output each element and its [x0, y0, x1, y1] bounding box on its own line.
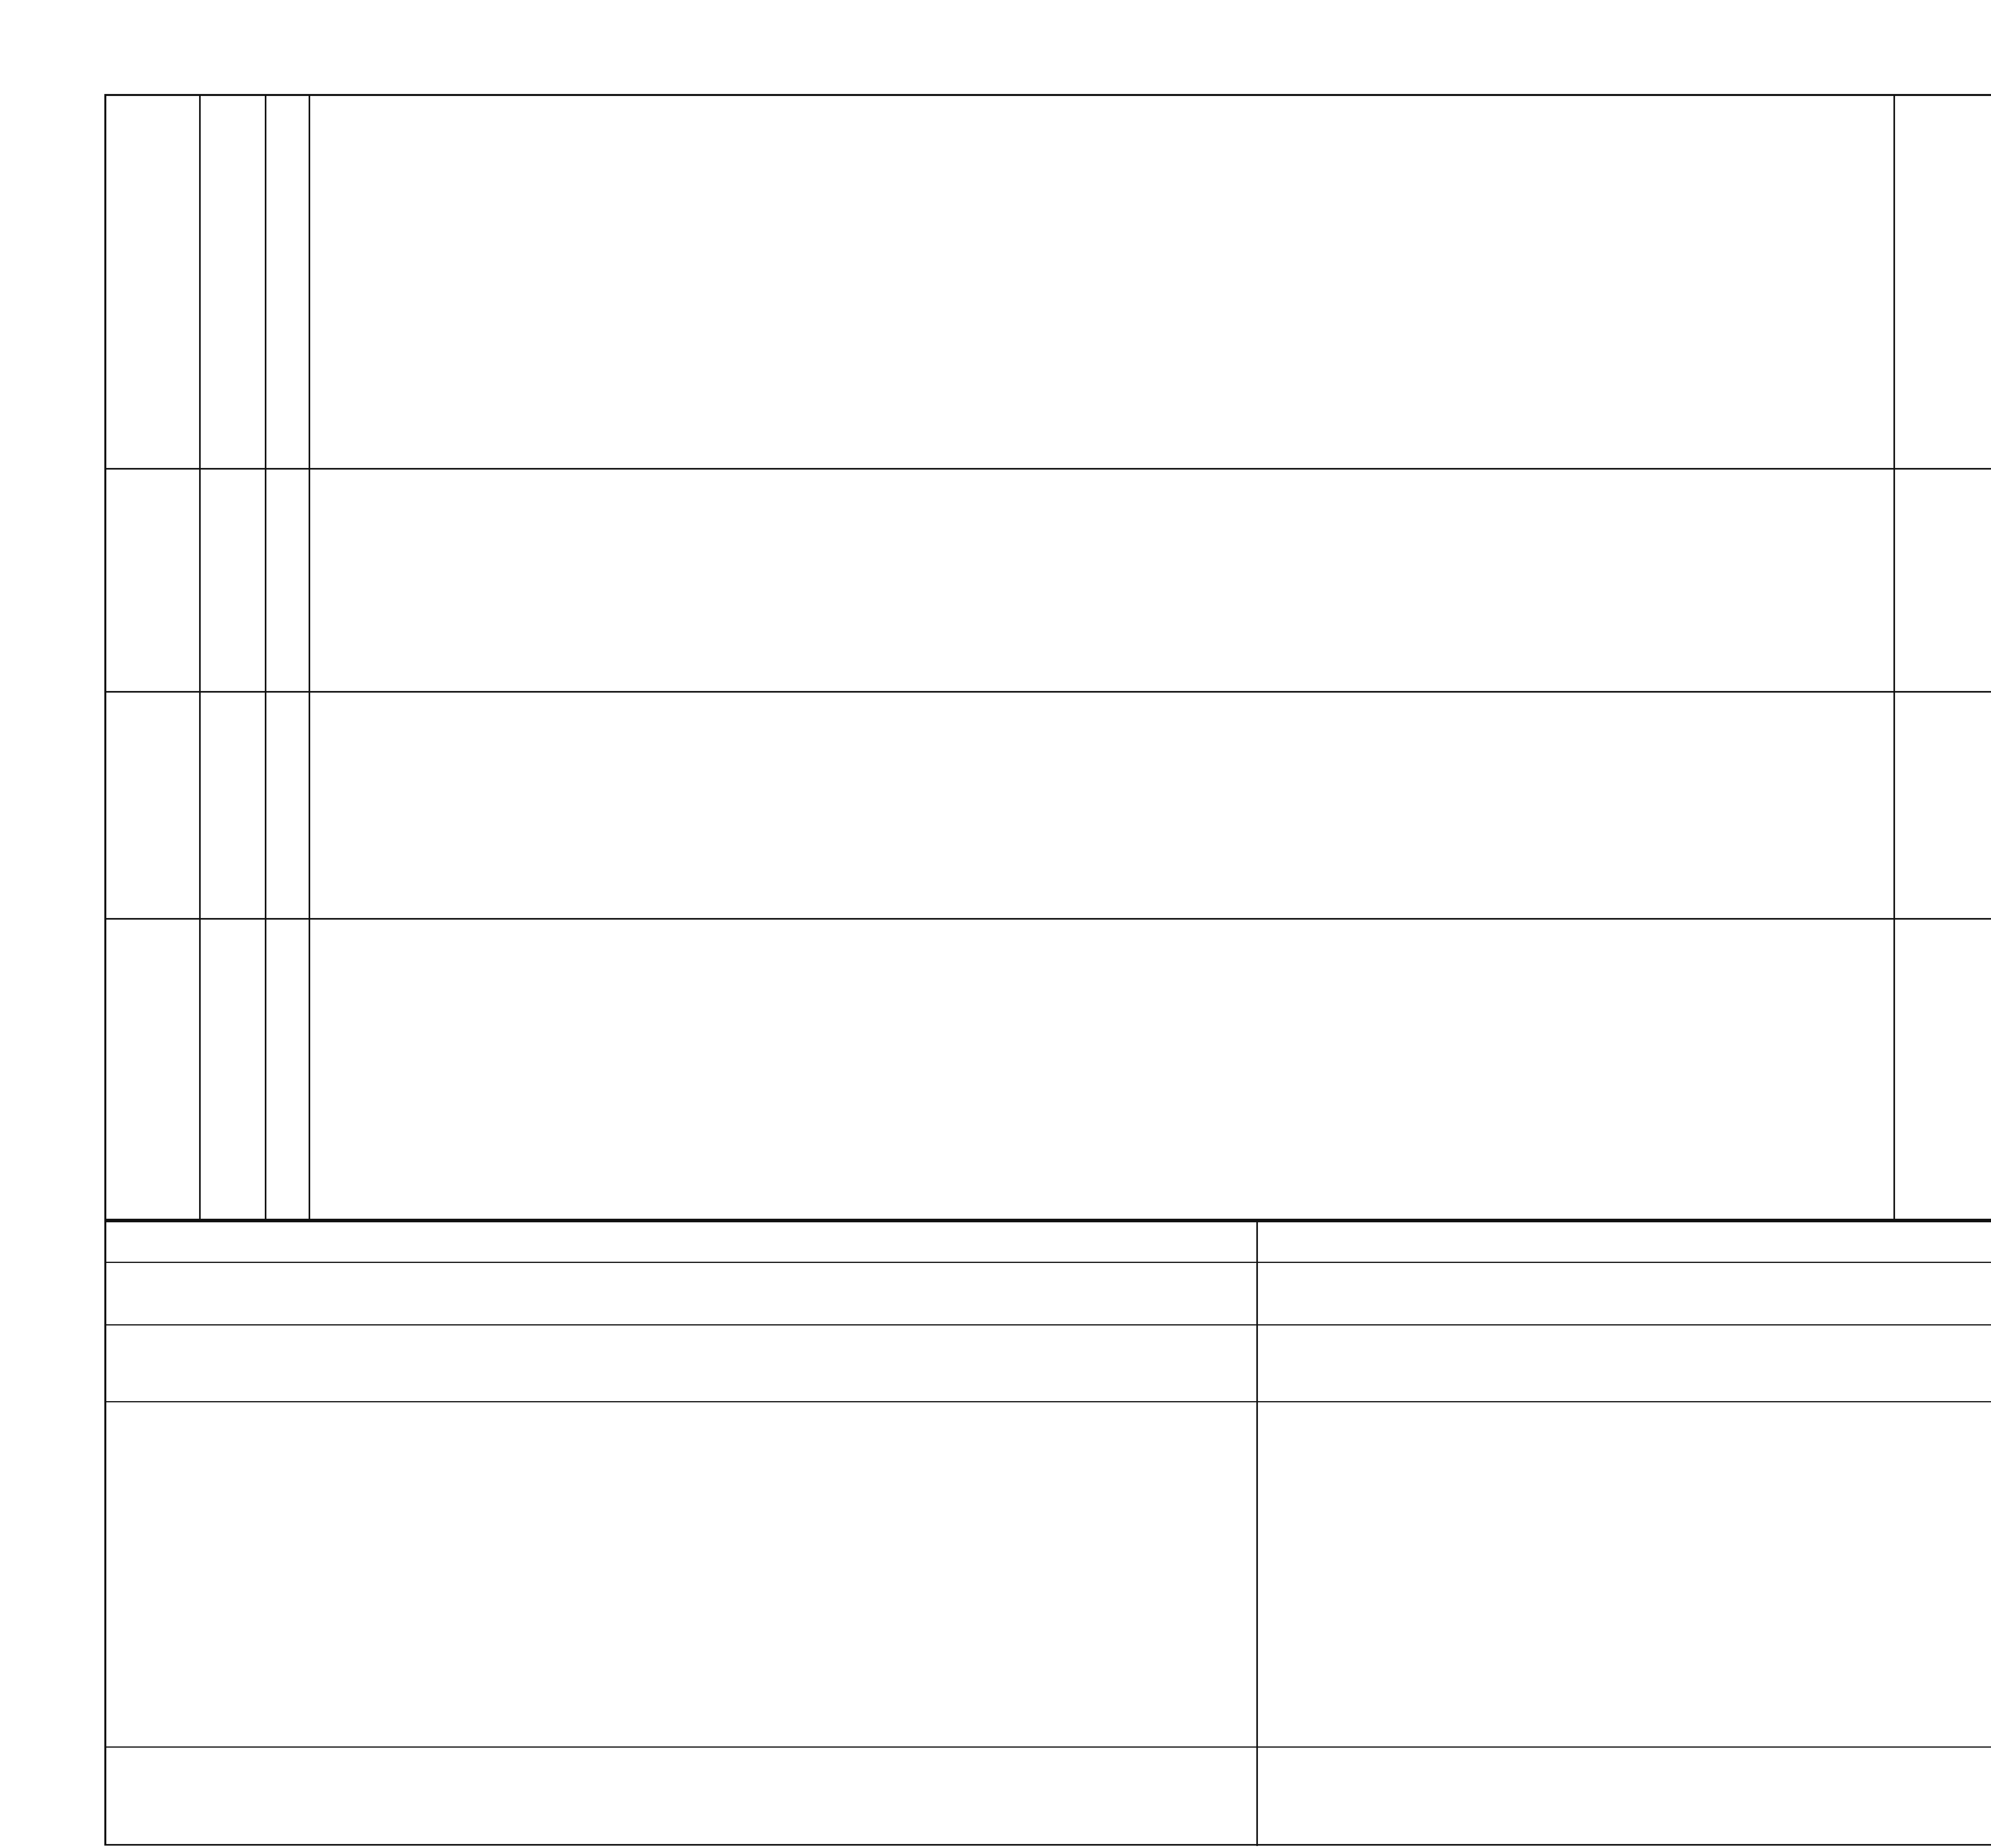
sep-tropo — [199, 94, 201, 1221]
station-separator-2 — [104, 691, 1991, 693]
station-separator-1 — [104, 468, 1991, 470]
sep-std — [1893, 94, 1895, 1221]
sep-mp — [309, 94, 310, 1221]
frame-left — [104, 94, 106, 1846]
station-separator-3 — [104, 918, 1991, 920]
frame-top — [104, 94, 1991, 96]
sep-maxwind — [265, 94, 266, 1221]
aerological-table-rotated — [117, 0, 1991, 1235]
hoehenwinde-divider — [1256, 1221, 1258, 1846]
